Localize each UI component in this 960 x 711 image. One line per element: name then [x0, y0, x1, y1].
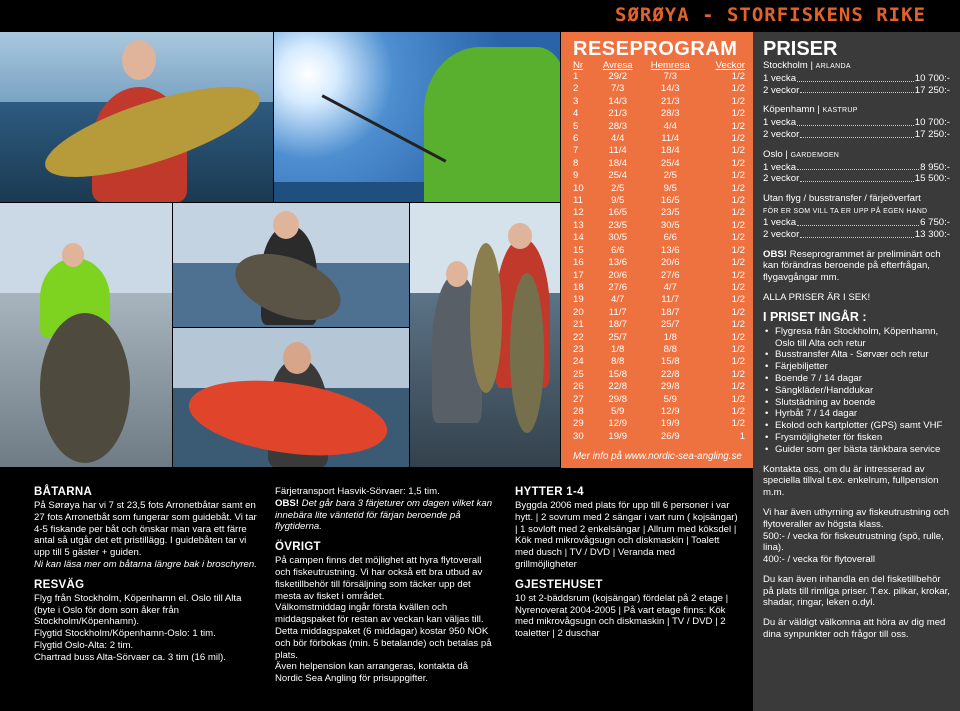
table-cell: 18/7	[608, 319, 628, 331]
list-item: • Ekolod och kartplotter (GPS) samt VHF	[763, 420, 950, 432]
table-cell: 1/2	[731, 393, 745, 405]
table-cell: 4	[573, 108, 579, 120]
table-row	[573, 170, 745, 182]
table-cell: 1/2	[731, 356, 745, 368]
table-cell: 18/4	[660, 145, 680, 157]
table-cell: 28/3	[660, 108, 680, 120]
table-cell: 1/2	[731, 281, 745, 293]
table-cell: 1/2	[731, 133, 745, 145]
table-row	[573, 257, 745, 269]
welcome-text: Du är väldigt välkomna att höra av dig med dina synpunkter och frågor till oss.	[763, 617, 946, 641]
other-text: På campen finns det möjlighet att hyra flytoverall och fiskeutrustning. Vi har också ett bra utbud av fisketillbehör till försäljning som täcker upp det mesta av fisket i området.	[275, 555, 483, 602]
table-cell: 4/4	[663, 120, 677, 132]
photo-boat-man-cod	[0, 203, 172, 467]
table-cell: 26/9	[660, 430, 680, 442]
table-cell: 27	[573, 393, 584, 405]
table-cell: 18/7	[660, 306, 680, 318]
table-cell: 19/9	[608, 430, 628, 442]
table-cell: 22/8	[660, 368, 680, 380]
col-avresa: Avresa	[602, 60, 633, 71]
table-cell: 13/6	[608, 257, 628, 269]
photo-two-men-cod	[410, 203, 560, 467]
table-cell: 21/3	[608, 108, 628, 120]
table-row	[573, 381, 745, 393]
table-cell: 1/2	[731, 145, 745, 157]
table-cell: 29/8	[608, 393, 628, 405]
table-cell: 1/2	[731, 120, 745, 132]
table-cell: 13/6	[660, 244, 680, 256]
table-cell: 1/2	[731, 232, 745, 244]
table-cell: 1/2	[731, 219, 745, 231]
table-cell: 6/6	[663, 232, 677, 244]
photo-angler-rod	[274, 32, 560, 202]
table-cell: 1/2	[731, 368, 745, 380]
schedule-table	[573, 60, 745, 443]
price-oslo: Oslo | GARDEMOEN 1 vecka 8 950:- 2 veckor 15 500:-	[763, 148, 950, 185]
table-cell: 1/2	[731, 343, 745, 355]
prices-sidebar	[753, 32, 960, 711]
table-cell: 2/5	[611, 182, 625, 194]
table-cell: 20/6	[608, 269, 628, 281]
table-cell: 1	[573, 71, 579, 82]
table-row	[573, 207, 745, 219]
table-row	[573, 431, 745, 443]
table-cell: 26	[573, 381, 584, 393]
table-row	[573, 121, 745, 133]
col-nr: Nr	[573, 60, 584, 71]
table-cell: 1/2	[731, 405, 745, 417]
table-cell: 3	[573, 95, 579, 107]
table-row	[573, 145, 745, 157]
table-cell: 11/7	[608, 306, 627, 318]
table-cell: 12/9	[660, 405, 680, 417]
table-row	[573, 307, 745, 319]
table-cell: 21/3	[660, 95, 680, 107]
boats-more: Ni kan läsa mer om båtarna längre bak i broschyren.	[34, 558, 257, 570]
table-cell: 17	[573, 269, 584, 281]
table-cell: 1/2	[731, 269, 745, 281]
guesthouse-title: GJESTEHUSET	[515, 578, 603, 591]
list-item: • Färjebiljetter	[763, 361, 950, 373]
prices-title: PRISER	[763, 38, 838, 60]
table-cell: 1/2	[731, 207, 745, 219]
schedule-body	[573, 71, 745, 443]
table-cell: 28/3	[608, 120, 628, 132]
table-cell: 14/3	[660, 83, 680, 95]
table-cell: 15/8	[608, 368, 628, 380]
table-cell: 24	[573, 356, 584, 368]
table-cell: 4/7	[663, 281, 677, 293]
prices-obs-note: OBS! Reseprogrammet är preliminärt och kan förändras beroende på efterfrågan, flygavgångar mm.	[763, 248, 941, 284]
table-cell: 1/2	[731, 71, 745, 82]
boats-text: På Sørøya har vi 7 st 23,5 fots Arronetbåtar samt en 27 fots Arronetbåt som fungerar som guidebåt. Vi tar 4-5 fiskande per båt och önskar man vara ett färre antal så utgår det ett pristillägg. I guidebåten tar vi upp till 5 gäster + guiden.	[34, 500, 257, 559]
table-row	[573, 294, 745, 306]
currency-note: ALLA PRISER ÄR I SEK!	[763, 291, 871, 303]
table-row	[573, 96, 745, 108]
list-item: • Hyrbåt 7 / 14 dagar	[763, 408, 950, 420]
brand-title: SØRØYA - STORFISKENS RIKE	[615, 4, 926, 26]
table-cell: 20	[573, 306, 584, 318]
table-cell: 9/5	[611, 195, 625, 207]
photo-redfish	[173, 328, 409, 467]
boats-title: BÅTARNA	[34, 486, 93, 498]
table-cell: 11/7	[661, 294, 680, 306]
table-row	[573, 108, 745, 120]
table-row	[573, 356, 745, 368]
table-cell: 16	[573, 257, 584, 269]
more-info-link[interactable]: Mer info på www.nordic-sea-angling.se	[573, 451, 742, 463]
guesthouse-text: 10 st 2-bäddsrum (kojsängar) fördelat på 2 etage | Nyrenoverat 2004-2005 | På vart etage finns: Kök med mikrovågsugn och diskmaskin | TV / DVD | 2 toaletter | 2 duschar	[515, 592, 729, 640]
table-cell: 4/7	[611, 294, 625, 306]
price-stockholm: Stockholm | ARLANDA 1 vecka 10 700:- 2 veckor 17 250:-	[763, 60, 950, 96]
table-cell: 25/7	[660, 319, 680, 331]
photo-halibut	[173, 203, 409, 327]
table-cell: 18/4	[608, 157, 628, 169]
table-cell: 27/6	[660, 269, 680, 281]
table-cell: 25/4	[660, 157, 680, 169]
other-title: ÖVRIGT	[275, 541, 321, 554]
col-hemresa: Hemresa	[650, 60, 690, 71]
table-cell: 16/5	[608, 207, 628, 219]
table-cell: 22	[573, 331, 584, 343]
table-row	[573, 83, 745, 95]
table-cell: 30/5	[608, 232, 628, 244]
table-cell: 1/2	[731, 182, 745, 194]
table-cell: 4/4	[611, 133, 625, 145]
table-row	[573, 282, 745, 294]
table-cell: 1/2	[731, 108, 745, 120]
table-cell: 25/7	[608, 331, 628, 343]
list-item: • Busstransfer Alta - Sørvær och retur	[763, 349, 950, 361]
table-cell: 16/5	[660, 195, 680, 207]
table-cell: 1/2	[731, 418, 745, 430]
table-row	[573, 270, 745, 282]
table-cell: 28	[573, 405, 584, 417]
table-cell: 2/5	[663, 170, 677, 182]
program-panel	[561, 32, 753, 468]
table-cell: 29/8	[660, 381, 680, 393]
table-cell: 1/2	[731, 95, 745, 107]
table-cell: 1/2	[731, 319, 745, 331]
price-own-travel: Utan flyg / busstransfer / färjeöverfart FÖR ER SOM VILL TA ER UPP PÅ EGEN HAND 1 vecka 6 750:- 2 veckor 13 300:-	[763, 193, 950, 240]
flight-time-1: Flygtid Stockholm/Köpenhamn-Oslo: 1 tim.	[34, 628, 216, 640]
column-ferry-other	[275, 486, 497, 685]
table-cell: 8/8	[611, 356, 625, 368]
table-cell: 29/2	[608, 71, 628, 82]
dinner-text: Välkomstmiddag ingår första kvällen och middagspaket för restan av veckan kan väljas till. Detta middagspaket (6 middagar) kostar 950 NOK och bör förbokas (min. 5 betalande) och betalas på plats.	[275, 602, 492, 661]
table-row	[573, 183, 745, 195]
table-row	[573, 245, 745, 257]
table-cell: 15/8	[660, 356, 680, 368]
table-cell: 23/5	[608, 219, 628, 231]
table-cell: 11/4	[608, 145, 627, 157]
table-cell: 30/5	[660, 219, 680, 231]
table-cell: 23/5	[660, 207, 680, 219]
table-cell: 12/9	[608, 418, 628, 430]
table-cell: 1/2	[731, 294, 745, 306]
table-row	[573, 158, 745, 170]
list-item: • Guider som ger bästa tänkbara service	[763, 444, 950, 456]
table-cell: 27/6	[608, 281, 628, 293]
table-row	[573, 220, 745, 232]
cabins-title: HYTTER 1-4	[515, 486, 584, 498]
table-row	[573, 369, 745, 381]
table-cell: 1/2	[731, 306, 745, 318]
table-cell: 7/3	[663, 71, 677, 82]
table-cell: 9/5	[663, 182, 677, 194]
table-cell: 29	[573, 418, 584, 430]
table-cell: 2	[573, 83, 579, 95]
table-cell: 13	[573, 219, 584, 231]
table-cell: 1/8	[611, 343, 625, 355]
table-cell: 1/2	[731, 331, 745, 343]
included-list	[763, 326, 950, 456]
table-cell: 25	[573, 368, 584, 380]
table-row	[573, 406, 745, 418]
table-cell: 8	[573, 157, 579, 169]
table-cell: 5/9	[663, 393, 677, 405]
table-cell: 30	[573, 430, 584, 442]
list-item: • Frysmöjligheter för fisken	[763, 432, 950, 444]
table-cell: 11	[573, 195, 583, 207]
included-title: I PRISET INGÅR :	[763, 309, 867, 324]
table-row	[573, 418, 745, 430]
cabins-text: Byggda 2006 med plats för upp till 6 personer i var hytt. | 2 sovrum med 2 sängar i vart rum ( kojsängar) | 1 sovloft med 2 enkelsängar | Allrum med köksdel | Kök med mikrovågsugn och diskmaskin | Toalett med dusch | TV / DVD | Veranda med grillmöjligheter	[515, 500, 738, 570]
table-cell: 21	[573, 319, 584, 331]
table-cell: 22/8	[608, 381, 628, 393]
table-row	[573, 71, 745, 83]
table-cell: 5/9	[611, 405, 625, 417]
full-board-text: Även helpension kan arrangeras, kontakta då Nordic Sea Angling för prisuppgifter.	[275, 661, 469, 685]
program-title: RESEPROGRAM	[573, 38, 738, 60]
table-cell: 12	[573, 207, 584, 219]
table-cell: 1/2	[731, 195, 745, 207]
table-cell: 7/3	[611, 83, 625, 95]
table-row	[573, 232, 745, 244]
table-cell: 20/6	[660, 257, 680, 269]
table-cell: 18	[573, 281, 584, 293]
table-cell: 5	[573, 120, 579, 132]
list-item: • Slutstädning av boende	[763, 397, 950, 409]
table-cell: 8/8	[663, 343, 677, 355]
table-cell: 6	[573, 133, 579, 145]
shop-text: Du kan även inhandla en del fisketillbehör på plats till rimliga priser. T.ex. pilkar, krokar, shadar, ringar, leken o.dyl.	[763, 573, 950, 609]
table-cell: 1/2	[731, 83, 745, 95]
table-row	[573, 133, 745, 145]
table-row	[573, 319, 745, 331]
table-cell: 1/2	[731, 157, 745, 169]
schedule-header-row	[573, 60, 745, 71]
price-kopenhamn: Köpenhamn | KASTRUP 1 vecka 10 700:- 2 veckor 17 250:-	[763, 104, 950, 140]
table-cell: 19	[573, 294, 584, 306]
list-item: • Boende 7 / 14 dagar	[763, 373, 950, 385]
table-cell: 11/4	[661, 133, 680, 145]
ferry-obs: OBS! Det går bara 3 färjeturer om dagen vilket kan innebära lite väntetid för färjan beroende på flygtiderna.	[275, 497, 493, 533]
ferry-text: Färjetransport Hasvik-Sörvaer: 1,5 tim.	[275, 486, 440, 497]
table-cell: 1/2	[731, 244, 745, 256]
route-title: RESVÄG	[34, 578, 85, 591]
table-cell: 7	[573, 145, 579, 157]
table-cell: 1/2	[731, 170, 745, 182]
contact-text: Kontakta oss, om du är intresserad av speciella tillval t.ex. enkelrum, fullpension m.m.	[763, 463, 939, 499]
table-cell: 10	[573, 182, 584, 194]
table-cell: 1/2	[731, 381, 745, 393]
table-cell: 23	[573, 343, 584, 355]
column-cabins	[515, 486, 739, 640]
table-cell: 14/3	[608, 95, 628, 107]
table-cell: 9	[573, 170, 579, 182]
table-cell: 6/6	[611, 244, 625, 256]
table-cell: 14	[573, 232, 584, 244]
list-item: • Sängkläder/Handdukar	[763, 385, 950, 397]
table-cell: 19/9	[660, 418, 680, 430]
rental-text: Vi har även uthyrning av fiskeutrustning och flytoveraller av högsta klass. 500:- / vecka för fiskeutrustning (spö, rulle, lina). 400:- / vecka för flytoverall	[763, 506, 949, 566]
table-cell: 1/2	[731, 257, 745, 269]
bus-time: Chartrad buss Alta-Sörvaer ca. 3 tim (16 mil).	[34, 651, 226, 663]
route-text: Flyg från Stockholm, Köpenhamn el. Oslo till Alta (byte i Oslo för dom som åker från Stockholm/Köpenhamn).	[34, 592, 242, 628]
flight-time-2: Flygtid Oslo-Alta: 2 tim.	[34, 639, 134, 651]
col-veckor: Veckor	[715, 60, 745, 71]
table-row	[573, 195, 745, 207]
table-cell: 1	[739, 430, 745, 442]
top-bar	[0, 0, 960, 32]
column-boats-route	[34, 486, 258, 664]
table-row	[573, 394, 745, 406]
photo-fisherman-cod	[0, 32, 273, 202]
list-item: • Flygresa från Stockholm, Köpenhamn, Oslo till Alta och retur	[763, 326, 950, 350]
table-cell: 15	[573, 244, 584, 256]
table-cell: 1/8	[663, 331, 677, 343]
table-cell: 25/4	[608, 170, 628, 182]
table-row	[573, 344, 745, 356]
table-row	[573, 332, 745, 344]
